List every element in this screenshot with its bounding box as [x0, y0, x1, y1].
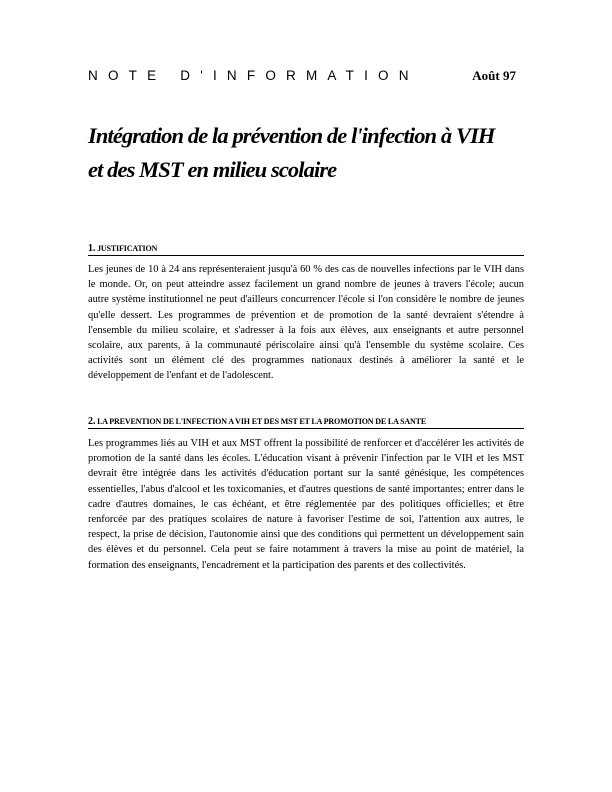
section-heading-text: LA PREVENTION DE L'INFECTION A VIH ET DES MST ET LA PROMOTION DE LA SANTE: [97, 417, 427, 426]
title-line-2: et des MST en milieu scolaire: [88, 157, 337, 182]
section-number: 1.: [88, 243, 96, 254]
document-type-label: NOTE D'INFORMATION: [88, 68, 419, 83]
section-body-justification: Les jeunes de 10 à 24 ans représenteraient jusqu'à 60 % des cas de nouvelles infections par le VIH dans le monde. Or, on peut atteindre assez facilement un grand nombre de jeunes à travers l'école; aucun autre système institutionnel ne peut d'ailleurs concurrencer l'école si l'on considère le nombre de jeunes qu'elle dessert. Les programmes de prévention et de promotion de la santé devraient s'étendre à l'ensemble du milieu scolaire, et s'adresser à la fois aux élèves, aux enseignants et autre personnel scolaire, aux parents, à la communauté périscolaire ainsi qu'à l'ensemble du système scolaire. Ces activités sont un élément clé des programmes nationaux destinés à améliorer la santé et le développement de l'enfant et de l'adolescent.: [88, 264, 524, 382]
section-heading-justification: [88, 243, 524, 256]
section-heading-prevention: [88, 416, 524, 429]
section-body-prevention: Les programmes liés au VIH et aux MST offrent la possibilité de renforcer et d'accélérer les activités de promotion de la santé dans les écoles. L'éducation visant à prévenir l'infection par le VIH et les MST devrait être intégrée dans les activités d'éducation portant sur la santé génésique, les compétences essentielles, l'abus d'alcool et les toxicomanies, et d'autres questions de santé importantes; entrer dans le cadre d'autres domaines, le cas échéant, et être réglementée par des politiques officielles; et être renforcée par des pratiques scolaires de nature à favoriser l'estime de soi, l'attention aux autres, le respect, la prise de décision, l'autonomie ainsi que des conditions qui permettent un développement sain des élèves et du personnel. Cela peut se faire notamment à travers la mise au point de matériel, la formation des enseignants, l'encadrement et la participation des parents et des collectivités.: [88, 438, 524, 571]
document-header: [88, 68, 516, 84]
section-heading-text: JUSTIFICATION: [97, 244, 158, 253]
document-title: [88, 119, 528, 187]
document-date: Août 97: [472, 68, 516, 83]
title-line-1: Intégration de la prévention de l'infection à VIH: [88, 123, 495, 148]
section-number: 2.: [88, 416, 96, 427]
